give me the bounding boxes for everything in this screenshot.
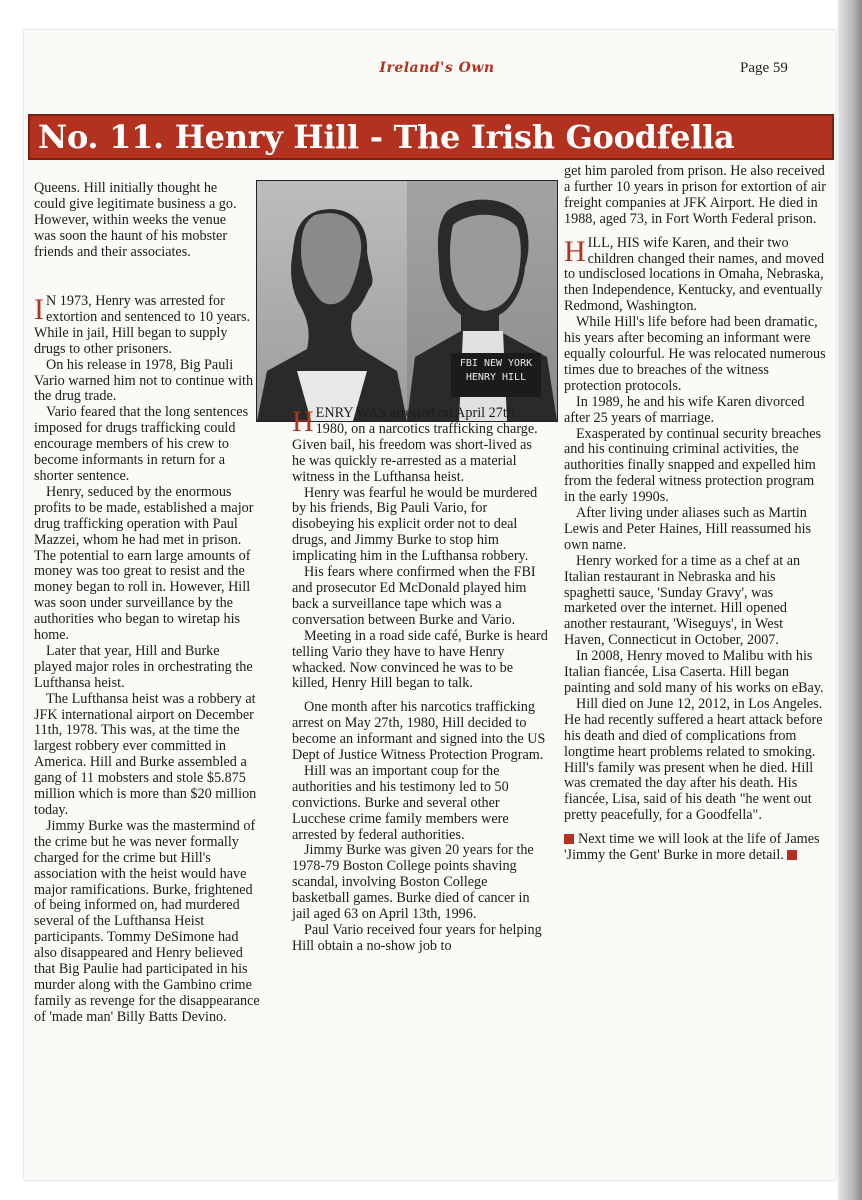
scan-edge-shadow xyxy=(838,0,862,1200)
end-mark-icon xyxy=(787,850,797,860)
paragraph: Henry, seduced by the enormous profits to be made, established a major drug trafficking operation with Paul Mazzei, whom he had met in prison. The potential to earn large amounts of money was too great to resist and the money began to roll in. However, Hill was soon under surveillance by the authorities who began to wiretap his home. xyxy=(34,483,254,644)
paragraph: In 1989, he and his wife Karen divorced after 25 years of marriage. xyxy=(564,393,805,426)
paragraph: Meeting in a road side café, Burke is heard telling Vario they have to have Henry whacked. Now convinced he was to be killed, Henry Hill began to talk. xyxy=(292,627,548,692)
profile-silhouette-icon xyxy=(257,181,407,421)
column-1-top xyxy=(34,181,248,261)
fbi-placard-line1: FBI NEW YORK xyxy=(459,358,533,369)
article-title: No. 11. Henry Hill - The Irish Goodfella xyxy=(38,118,735,156)
masthead-logo: Ireland's Own xyxy=(379,60,495,76)
paragraph: Exasperated by continual security breaches and his continuing criminal activities, the authorities finally snapped and expelled him from the federal witness protection program in the early 1990s. xyxy=(564,425,822,506)
fbi-placard-line2: HENRY HILL xyxy=(465,372,527,383)
paragraph-text: Next time we will look at the life of James 'Jimmy the Gent' Burke in more detail. xyxy=(564,831,820,864)
paragraph: Jimmy Burke was the mastermind of the crime but he was never formally charged for the crime but Hill's association with the heist would have major ramifications. Burke, frightened of being informed on, had murdered several of the Lufthansa Heist participants. Tommy DeSimone had also disappeared and Henry believed that Big Paulie had participated in his murder along with the Gambino crime family as revenge for the disappearance of 'made man' Billy Batts Devino. xyxy=(34,817,260,1025)
paragraph xyxy=(564,236,826,316)
paragraph: Hill was an important coup for the authorities and his testimony led to 50 convictions. Burke and several other Lucchese crime family members were arrested by federal authorities. xyxy=(292,762,509,843)
paragraph: Jimmy Burke was given 20 years for the 1978-79 Boston College points shaving scandal, involving Boston College basketball games. Burke died of cancer in jail aged 63 on April 13th, 1996. xyxy=(292,842,534,923)
paragraph: Henry was fearful he would be murdered by his friends, Big Pauli Vario, for disobeying his explicit order not to deal drugs, and Jimmy Burke to stop him implicating him in the Lufthansa robbery. xyxy=(292,484,538,565)
paragraph: After living under aliases such as Martin Lewis and Peter Haines, Hill reassumed his own name. xyxy=(564,505,812,553)
mugshot-profile xyxy=(257,181,407,421)
paragraph: While Hill's life before had been dramatic, his years after becoming an informant were equally colourful. He was relocated numerous times due to breaches of the witness protection protocols. xyxy=(564,314,826,394)
square-bullet-icon xyxy=(564,834,574,844)
paragraph: get him paroled from prison. He also received a further 10 years in prison for extortion of air freight companies at JFK Airport. He died in 1988, aged 73, in Fort Worth Federal prison. xyxy=(564,163,826,227)
paragraph: Vario feared that the long sentences imposed for drugs trafficking could encourage members of his crew to become informants in return for a shorter sentence. xyxy=(34,404,249,484)
drop-cap: I xyxy=(34,293,44,326)
paragraph: Hill died on June 12, 2012, in Los Angeles. He had recently suffered a heart attack before his death and died of complications from longtime heart problems related to smoking. Hill's family was present when he died. Hill was cremated the day after his death. His fiancée, Lisa, said of his death "he went out pretty peacefully, for a Goodfella". xyxy=(564,695,823,824)
next-time-note xyxy=(564,832,826,864)
paragraph: On his release in 1978, Big Pauli Vario warned him not to continue with the drug trade. xyxy=(34,356,254,405)
drop-cap: H xyxy=(564,234,586,268)
mugshot-photo xyxy=(256,180,558,422)
paragraph: His fears where confirmed when the FBI and prosecutor Ed McDonald played him back a surveillance tape which was a conversation between Burke and Vario. xyxy=(292,564,536,628)
page-number: Page 59 xyxy=(740,60,788,76)
fbi-placard xyxy=(451,353,541,397)
paragraph-text: ILL, HIS wife Karen, and their two children changed their names, and moved to undisclosed locations in Omaha, Nebraska, then Independence, Kentucky, and eventually Redmond, Washington. xyxy=(564,234,825,315)
column-1 xyxy=(34,286,260,1026)
paragraph xyxy=(34,294,260,358)
column-2 xyxy=(292,406,548,955)
paragraph: Henry worked for a time as a chef at an Italian restaurant in Nebraska and his spaghetti sauce, 'Sunday Gravy', was marketed over the internet. Hill opened another restaurant, 'Wiseguys', in West Haven, Connecticut in October, 2007. xyxy=(564,552,801,649)
paragraph xyxy=(292,406,548,486)
paragraph: Later that year, Hill and Burke played major roles in orchestrating the Lufthansa heist. xyxy=(34,642,253,691)
drop-cap: H xyxy=(292,405,314,438)
title-banner xyxy=(28,114,834,160)
paragraph: In 2008, Henry moved to Malibu with his Italian fiancée, Lisa Caserta. Hill began painting and sold many of his works on eBay. xyxy=(564,648,824,696)
paragraph-text: N 1973, Henry was arrested for extortion and sentenced to 10 years. While in jail, Hill began to supply drugs to other prisoners. xyxy=(34,293,251,357)
mugshot-front xyxy=(407,181,557,421)
paragraph: Paul Vario received four years for helping Hill obtain a no-show job to xyxy=(292,922,542,954)
paragraph: One month after his narcotics trafficking arrest on May 27th, 1980, Hill decided to become an informant and signed into the US Dept of Justice Witness Protection Program. xyxy=(292,699,546,764)
column-3 xyxy=(564,164,826,864)
paragraph-text: ENRY WAS arrested on April 27th, 1980, on a narcotics trafficking charge. Given bail, his freedom was short-lived as he was quickly re-arrested as a material witness in the Lufthansa heist. xyxy=(292,405,538,485)
paragraph: Queens. Hill initially thought he could give legitimate business a go. However, within weeks the venue was soon the haunt of his mobster friends and their associates. xyxy=(34,180,237,260)
magazine-page xyxy=(24,30,836,1180)
paragraph: The Lufthansa heist was a robbery at JFK international airport on December 11th, 1978. This was, at the time the largest robbery ever committed in America. Hill and Burke assembled a gang of 11 mobsters and stole $5.875 million which is more than $20 million today. xyxy=(34,690,257,818)
